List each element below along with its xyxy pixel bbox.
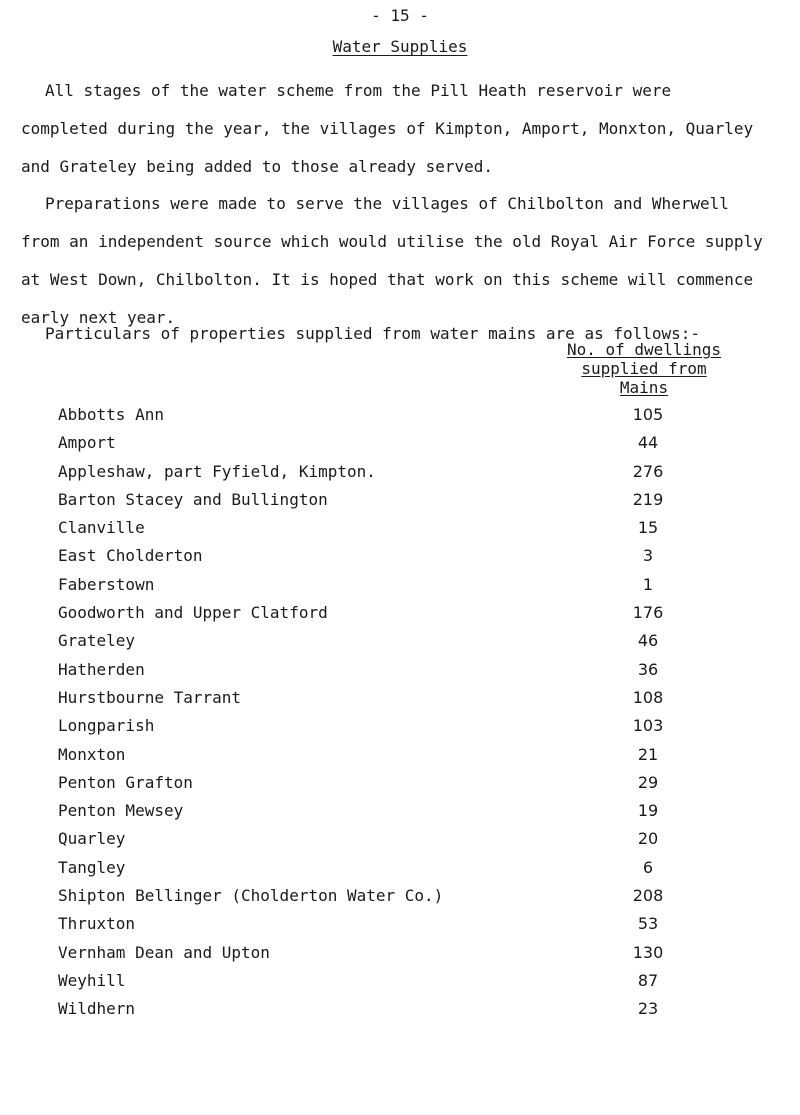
dwelling-count: 105	[632, 405, 664, 424]
paragraph-line: Preparations were made to serve the villages of Chilbolton and Wherwell	[45, 194, 729, 213]
dwelling-count: 44	[637, 433, 659, 453]
place-name: Faberstown	[58, 574, 155, 594]
place-name: Tangley	[58, 857, 126, 877]
paragraph-line: and Grateley being added to those already served.	[21, 157, 494, 176]
paragraph-line: at West Down, Chilbolton. It is hoped that work on this scheme will commence	[21, 270, 754, 289]
table-row	[58, 542, 678, 570]
place-name: Vernham Dean and Upton	[58, 942, 270, 962]
table-row	[58, 995, 678, 1023]
dwelling-count: 36	[637, 659, 659, 679]
dwelling-count: 1	[642, 574, 654, 594]
table-row	[58, 712, 678, 740]
dwelling-count: 108	[632, 687, 664, 707]
column-header-dwellings	[544, 340, 744, 397]
paragraph-water-scheme	[0, 72, 753, 186]
dwelling-count: 23	[637, 999, 659, 1019]
place-name: Abbotts Ann	[58, 405, 164, 424]
section-heading-text: Water Supplies	[332, 37, 468, 56]
place-name: Goodworth and Upper Clatford	[58, 603, 328, 623]
dwelling-count: 21	[637, 744, 659, 764]
paragraph-line: early next year.	[21, 308, 176, 327]
page-number: - 15 -	[371, 6, 429, 25]
dwelling-count: 87	[637, 970, 659, 990]
table-row	[58, 967, 678, 995]
table-row	[58, 458, 678, 486]
place-name: Hurstbourne Tarrant	[58, 687, 242, 707]
place-name: Amport	[58, 433, 116, 453]
table-row	[58, 514, 678, 542]
table-row	[58, 854, 678, 882]
place-name: East Cholderton	[58, 546, 203, 566]
paragraph-line: Particulars of properties supplied from water mains are as follows:-	[45, 324, 701, 343]
table-row	[58, 599, 678, 627]
table-row	[58, 627, 678, 655]
table-row	[58, 571, 678, 599]
table-row	[58, 910, 678, 938]
dwelling-count: 219	[632, 489, 664, 509]
place-name: Penton Grafton	[58, 772, 193, 792]
place-name: Clanville	[58, 518, 145, 538]
place-name: Longparish	[58, 716, 155, 736]
place-name: Hatherden	[58, 659, 145, 679]
place-name: Appleshaw, part Fyfield, Kimpton.	[58, 461, 376, 481]
dwelling-count: 3	[642, 546, 654, 566]
place-name: Wildhern	[58, 999, 136, 1019]
table-row	[58, 656, 678, 684]
dwelling-count: 276	[632, 461, 664, 481]
table-row	[58, 769, 678, 797]
paragraph-line: All stages of the water scheme from the Pill Heath reservoir were	[45, 81, 672, 100]
dwellings-table	[58, 401, 678, 1024]
dwelling-count: 46	[637, 631, 659, 651]
table-row	[58, 939, 678, 967]
place-name: Quarley	[58, 829, 126, 849]
place-name: Thruxton	[58, 914, 136, 934]
column-header-line: Mains	[619, 378, 669, 397]
place-name: Barton Stacey and Bullington	[58, 489, 328, 509]
column-header-line: No. of dwellings	[566, 340, 722, 359]
paragraph-line: from an independent source which would utilise the old Royal Air Force supply	[21, 232, 763, 251]
dwelling-count: 53	[637, 914, 659, 934]
table-row	[58, 825, 678, 853]
dwelling-count: 6	[642, 857, 654, 877]
dwelling-count: 15	[637, 518, 659, 538]
dwelling-count: 208	[632, 886, 664, 906]
dwelling-count: 29	[637, 772, 659, 792]
table-row	[58, 797, 678, 825]
paragraph-line: completed during the year, the villages of Kimpton, Amport, Monxton, Quarley	[21, 119, 754, 138]
column-header-line: supplied from	[581, 359, 707, 378]
table-row	[58, 429, 678, 457]
place-name: Shipton Bellinger (Cholderton Water Co.)	[58, 886, 444, 906]
dwelling-count: 19	[637, 801, 659, 821]
table-row	[58, 882, 678, 910]
table-row	[58, 684, 678, 712]
table-row	[58, 401, 678, 429]
dwelling-count: 176	[632, 603, 664, 623]
dwelling-count: 130	[632, 942, 664, 962]
dwelling-count: 20	[637, 829, 659, 849]
place-name: Weyhill	[58, 970, 126, 990]
place-name: Monxton	[58, 744, 126, 764]
table-row	[58, 741, 678, 769]
place-name: Grateley	[58, 631, 136, 651]
place-name: Penton Mewsey	[58, 801, 184, 821]
section-heading	[0, 37, 800, 56]
dwelling-count: 103	[632, 716, 664, 736]
table-row	[58, 486, 678, 514]
